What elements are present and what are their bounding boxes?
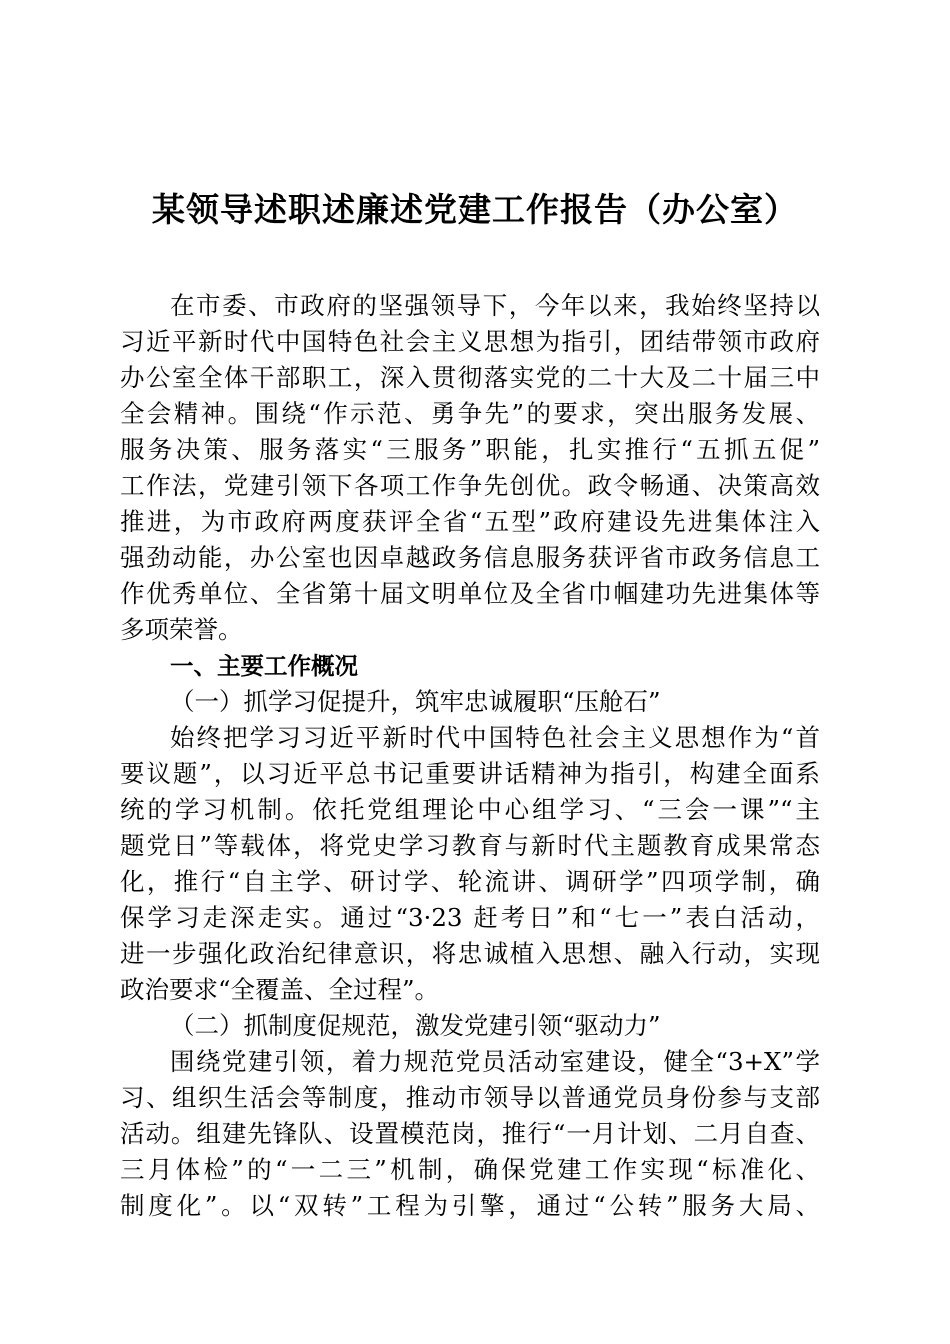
- paragraph-line: 题党日”等载体，将党史学习教育与新时代主题教育成果常态: [120, 831, 820, 860]
- intro-line: 工作法，党建引领下各项工作争先创优。政令畅通、决策高效: [120, 471, 820, 500]
- document-title: 某领导述职述廉述党建工作报告（办公室）: [152, 190, 798, 229]
- paragraph-line: 进一步强化政治纪律意识，将忠诚植入思想、融入行动，实现: [120, 939, 820, 968]
- document-body: [120, 288, 820, 1224]
- intro-line: 多项荣誉。: [120, 615, 243, 644]
- subsection-heading-study: （一）抓学习促提升，筑牢忠诚履职“压舱石”: [170, 687, 661, 716]
- intro-line: 在市委、市政府的坚强领导下，今年以来，我始终坚持以: [170, 291, 820, 320]
- subsection-heading-system: （二）抓制度促规范，激发党建引领“驱动力”: [170, 1011, 661, 1040]
- intro-line: 作优秀单位、全省第十届文明单位及全省巾帼建功先进集体等: [120, 579, 820, 608]
- paragraph-line: 制度化”。以“双转”工程为引擎，通过“公转”服务大局、: [120, 1191, 820, 1220]
- intro-line: 强劲动能，办公室也因卓越政务信息服务获评省市政务信息工: [120, 543, 820, 572]
- paragraph-line: 保学习走深走实。通过“3·23 赶考日”和“七一”表白活动，: [120, 903, 820, 932]
- paragraph-line: 活动。组建先锋队、设置模范岗，推行“一月计划、二月自查、: [120, 1119, 820, 1148]
- paragraph-line: 围绕党建引领，着力规范党员活动室建设，健全“3+X”学: [170, 1047, 820, 1076]
- paragraph-line: 统的学习机制。依托党组理论中心组学习、“三会一课”“主: [120, 795, 820, 824]
- intro-line: 推进，为市政府两度获评全省“五型”政府建设先进集体注入: [120, 507, 820, 536]
- intro-line: 习近平新时代中国特色社会主义思想为指引，团结带领市政府: [120, 327, 820, 356]
- paragraph-line: 要议题”，以习近平总书记重要讲话精神为指引，构建全面系: [120, 759, 820, 788]
- section-heading-main-work: 一、主要工作概况: [170, 652, 358, 680]
- paragraph-line: 始终把学习习近平新时代中国特色社会主义思想作为“首: [170, 723, 820, 752]
- paragraph-line: 政治要求“全覆盖、全过程”。: [120, 975, 440, 1004]
- paragraph-line: 三月体检”的“一二三”机制，确保党建工作实现“标准化、: [120, 1155, 820, 1184]
- intro-line: 办公室全体干部职工，深入贯彻落实党的二十大及二十届三中: [120, 363, 820, 392]
- intro-line: 服务决策、服务落实“三服务”职能，扎实推行“五抓五促”: [120, 435, 820, 464]
- intro-line: 全会精神。围绕“作示范、勇争先”的要求，突出服务发展、: [120, 399, 820, 428]
- paragraph-line: 习、组织生活会等制度，推动市领导以普通党员身份参与支部: [120, 1083, 820, 1112]
- paragraph-line: 化，推行“自主学、研讨学、轮流讲、调研学”四项学制，确: [120, 867, 820, 896]
